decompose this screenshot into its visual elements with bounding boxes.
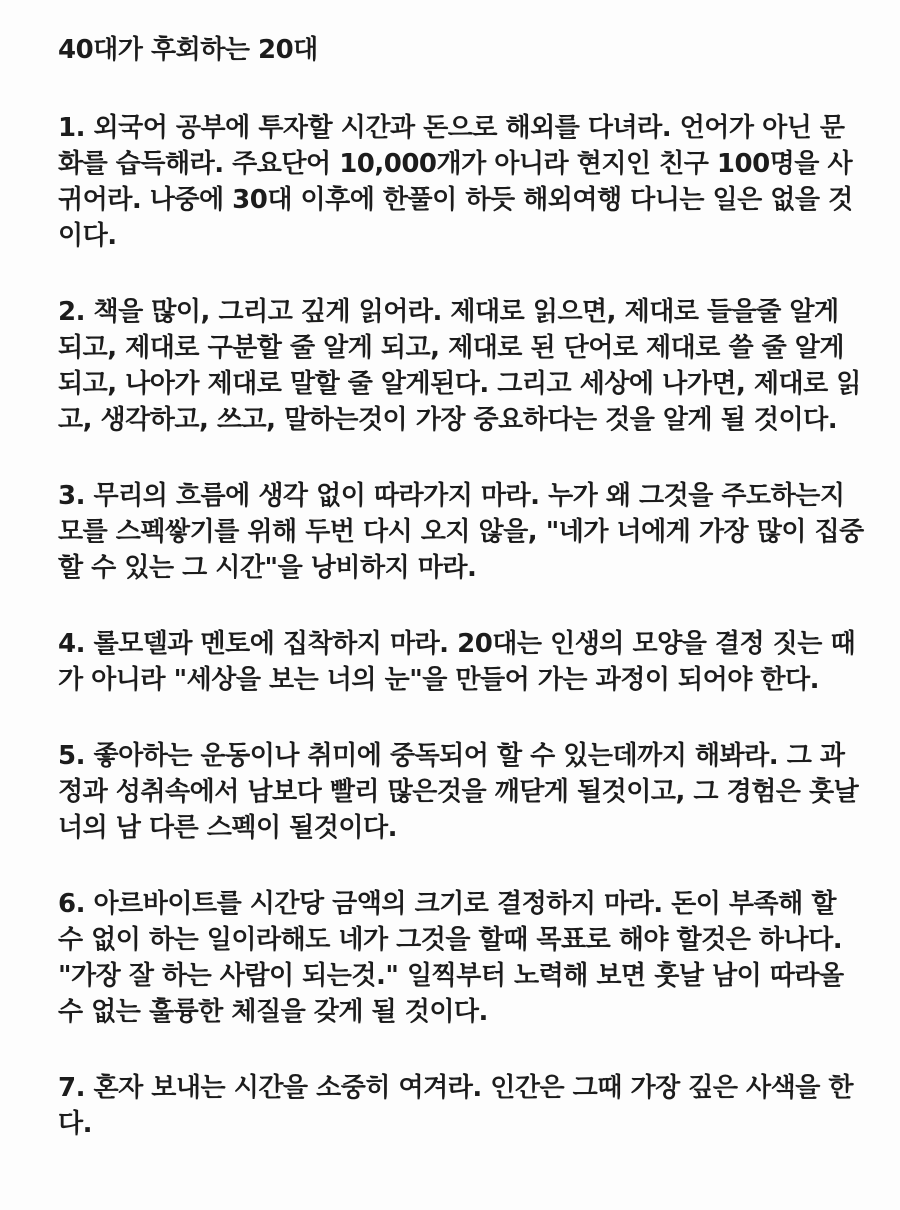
item-5-line-1: 5. 좋아하는 운동이나 취미에 중독되어 할 수 있는데까지 해봐라. 그 과 xyxy=(58,741,845,771)
item-2-line-1: 2. 책을 많이, 그리고 깊게 읽어라. 제대로 읽으면, 제대로 들을줄 알게 xyxy=(58,297,839,327)
item-3-line-1: 3. 무리의 흐름에 생각 없이 따라가지 마라. 누가 왜 그것을 주도하는지 xyxy=(58,481,845,511)
item-1-line-3: 귀어라. 나중에 30대 이후에 한풀이 하듯 해외여행 다니는 일은 없을 것 xyxy=(58,185,853,215)
item-2-line-3: 되고, 나아가 제대로 말할 줄 알게된다. 그리고 세상에 나가면, 제대로 읽 xyxy=(58,369,861,399)
list-item-4 xyxy=(58,626,860,698)
item-1-line-4: 이다. xyxy=(58,221,117,251)
item-5-line-2: 정과 성취속에서 남보다 빨리 많은것을 깨닫게 될것이고, 그 경험은 훗날 xyxy=(58,777,859,807)
item-4-line-1: 4. 롤모델과 멘토에 집착하지 마라. 20대는 인생의 모양을 결정 짓는 때 xyxy=(58,629,856,659)
item-6-line-4: 수 없는 훌륭한 체질을 갖게 될 것이다. xyxy=(58,997,488,1027)
item-3-line-3: 할 수 있는 그 시간"을 낭비하지 마라. xyxy=(58,553,477,583)
list-item-5 xyxy=(58,738,860,846)
item-6-line-1: 6. 아르바이트를 시간당 금액의 크기로 결정하지 마라. 돈이 부족해 할 xyxy=(58,889,836,919)
list-item-6 xyxy=(58,886,860,1030)
document-title: 40대가 후회하는 20대 xyxy=(58,35,318,65)
item-5-line-3: 너의 남 다른 스펙이 될것이다. xyxy=(58,813,397,843)
item-7-line-2: 다. xyxy=(58,1109,92,1139)
list-item-2 xyxy=(58,294,860,438)
item-4-line-2: 가 아니라 "세상을 보는 너의 눈"을 만들어 가는 과정이 되어야 한다. xyxy=(58,665,820,695)
item-1-line-2: 화를 습득해라. 주요단어 10,000개가 아니라 현지인 친구 100명을 사 xyxy=(58,149,853,179)
item-2-line-4: 고, 생각하고, 쓰고, 말하는것이 가장 중요하다는 것을 알게 될 것이다. xyxy=(58,405,838,435)
item-6-line-2: 수 없이 하는 일이라해도 네가 그것을 할때 목표로 해야 할것은 하나다. xyxy=(58,925,843,955)
list-item-1 xyxy=(58,110,860,254)
item-1-line-1: 1. 외국어 공부에 투자할 시간과 돈으로 해외를 다녀라. 언어가 아닌 문 xyxy=(58,113,845,143)
list-item-3 xyxy=(58,478,864,586)
item-2-line-2: 되고, 제대로 구분할 줄 알게 되고, 제대로 된 단어로 제대로 쓸 줄 알게 xyxy=(58,333,845,363)
item-6-line-3: "가장 잘 하는 사람이 되는것." 일찍부터 노력해 보면 훗날 남이 따라올 xyxy=(58,961,844,991)
item-7-line-1: 7. 혼자 보내는 시간을 소중히 여겨라. 인간은 그때 가장 깊은 사색을 한 xyxy=(58,1073,854,1103)
item-3-line-2: 모를 스펙쌓기를 위해 두번 다시 오지 않을, "네가 너에게 가장 많이 집중 xyxy=(58,517,864,547)
list-item-7 xyxy=(58,1070,860,1142)
